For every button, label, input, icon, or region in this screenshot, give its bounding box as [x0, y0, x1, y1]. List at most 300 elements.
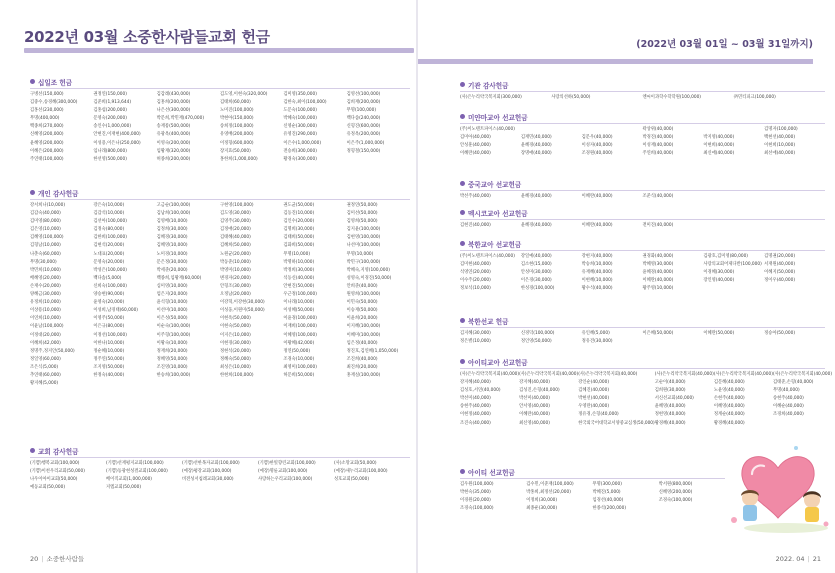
section-heading [30, 76, 410, 87]
page-title: 2022년 03월 소중한사람들교회 헌금 [24, 28, 270, 46]
donor-entry: 심미영(10,000) [156, 283, 188, 289]
donor-entry: 강인순(40,000) [578, 380, 610, 386]
donor-entry: 김문혜(40,000) [713, 380, 745, 386]
donor-entry: 이주형(100,000) [156, 332, 191, 338]
section-nk-mission [460, 238, 825, 293]
donor-entry: 박경진(40,000) [642, 135, 674, 141]
donor-entry: (주)이노텐트파이스(40,000) [460, 127, 515, 132]
donor-entry: 강은숙(10,000) [93, 203, 125, 208]
donor-entry: 조경희(40,000) [772, 412, 804, 418]
donor-entry: 양승현(90,000) [93, 292, 125, 298]
donor-entry: 권도균(50,000) [283, 203, 315, 208]
donor-entry: 강현지(40,000) [581, 254, 613, 259]
donor-entry: 황경혜(40,000) [654, 420, 686, 426]
donor-entry: 손현주(40,000) [713, 396, 745, 402]
donor-entry: 김갑숙(40,000) [30, 211, 61, 217]
donor-entry: 김영선(100,000) [346, 92, 381, 97]
donor-entry: 강지혜(40,000) [460, 380, 491, 386]
donor-entry: 이정대(20,000) [30, 332, 61, 338]
donor-entry: 강지혜(40,000) [519, 380, 550, 386]
section-divider [460, 91, 825, 92]
donor-entry: 김갑례(430,000) [156, 92, 191, 97]
donor-entry: 김태희(60,000) [219, 100, 251, 106]
donor-entry: 베이직교회(1,000,000) [106, 477, 152, 483]
donor-entry: 이정선(100,000) [93, 332, 127, 338]
donor-entry: 도문숙(100,000) [283, 108, 317, 114]
section-title: 미얀마교아 선교헌금 [468, 113, 528, 122]
donor-entry: 조경숙(10,000) [283, 356, 315, 362]
donor-entry: 우근정(100,000) [283, 292, 317, 298]
donor-entry: 서신선교회(40,000) [654, 396, 694, 402]
donor-entry: 이황숙(10,000) [156, 340, 188, 346]
donor-entry: 윤혜영(40,000) [654, 404, 686, 410]
section-title: 개인 감사헌금 [38, 189, 79, 198]
publication-name: 소중한사람들 [46, 555, 85, 563]
donor-entry: 이현옥(50,000) [219, 316, 251, 322]
donor-entry: 정일영(60,000) [30, 356, 61, 362]
donor-entry: 백종희(270,000) [30, 124, 64, 130]
bullet-icon [30, 190, 35, 195]
donor-entry: 박현선(40,000) [578, 396, 610, 402]
section-heading [460, 207, 825, 218]
donor-entry: 송희정(100,000) [219, 124, 254, 130]
donor-entry: 양혜금(30,000) [30, 292, 61, 298]
donor-entry: 조진영(10,000) [156, 364, 188, 370]
donor-entry [703, 126, 764, 134]
donor-entry: 김광호,김미영(80,000) [703, 254, 748, 259]
donor-entry: (예장)새누리교회(100,000) [334, 469, 388, 475]
donor-entry: 윤혜경(40,000) [520, 223, 552, 228]
donor-entry: 송인수(1,000,000) [93, 124, 132, 130]
donor-entry: 김미영(80,000) [30, 219, 61, 225]
donor-entry: 정진호,김연혜(1,050,000) [346, 348, 399, 354]
donor-entry: 이성자(40,000) [581, 143, 613, 149]
donor-entry: 백현선(40,000) [764, 135, 795, 141]
donor-entry: 정유경,손형(40,000) [578, 412, 619, 418]
page-number: 20 [30, 555, 39, 563]
donor-grid [460, 193, 825, 201]
section-title: 십일조 헌금 [38, 78, 73, 87]
donor-entry: 오정남(20,000) [219, 292, 251, 298]
donor-entry: 안서영(40,000) [519, 404, 550, 410]
donor-entry: 임경선(40,000) [592, 498, 624, 504]
donor-entry: 이지혜(100,000) [346, 324, 381, 330]
footer-right: 2022. 04 | 21 [775, 555, 821, 563]
date-range: (2022년 03월 01일 ~ 03월 31일까지) [636, 39, 813, 50]
donor-entry: 사랑의교회어제다반(100,000) [703, 262, 762, 268]
donor-entry: 한국외국어대학교서양중교심생(50,000) [578, 420, 655, 426]
section-title: 기관 감사헌금 [468, 81, 509, 90]
donor-entry: (기쁨)행복교회(100,000) [30, 461, 80, 466]
donor-entry: 박서원(800,000) [658, 482, 693, 487]
donor-entry: (예장)평강교회(100,000) [182, 469, 232, 475]
donor-entry: 무명(10,000) [283, 251, 311, 257]
donor-entry: 무명(400,000) [30, 116, 60, 122]
section-heading [460, 315, 825, 326]
donor-entry: 김영희(50,000) [346, 219, 378, 225]
donor-entry: 조진숙(40,000) [460, 420, 491, 426]
donor-entry: 백다솜(240,000) [346, 116, 381, 122]
donor-entry: 안희준(40,000) [346, 283, 378, 289]
donor-entry: 서재원(40,000) [764, 262, 795, 268]
donor-entry: 김혜영(100,000) [30, 235, 64, 241]
donor-entry: (사)은누리약국복지회(40,000) [519, 372, 579, 377]
bullet-icon [30, 448, 35, 453]
donor-entry: 무명(300,000) [592, 482, 622, 487]
donor-entry: 김정애(20,000) [219, 227, 251, 233]
donor-entry: 이혜란(40,000) [581, 223, 613, 228]
donor-entry: 박혜영(30,000) [642, 262, 674, 268]
bullet-icon [460, 241, 465, 246]
donor-entry: 구현영(100,000) [219, 203, 254, 208]
donor-entry: 김혜진(40,000) [578, 388, 610, 394]
donor-entry: 신형진(600,000) [346, 124, 381, 130]
donor-entry: 김현영(100,000) [346, 235, 381, 241]
donor-entry: 곽상위(40,000) [642, 127, 674, 132]
donor-grid [30, 202, 410, 388]
donor-entry: 신경덕(100,000) [520, 331, 555, 336]
donor-entry: 김홍선(230,000) [30, 108, 64, 114]
donor-entry: 이은규(80,000) [93, 324, 125, 330]
donor-entry: 조지영(50,000) [93, 364, 125, 370]
donor-entry: 김명권(20,000) [764, 254, 795, 259]
donor-entry: 임황재(320,000) [156, 148, 191, 154]
donor-entry: 강서희나(10,000) [30, 203, 65, 208]
section-haiti-offering [460, 466, 725, 513]
donor-entry: 이혜란(40,000) [642, 278, 674, 284]
donor-entry: 정명주,정지안(50,000) [30, 348, 75, 354]
donor-entry: 박민희(10,000) [30, 267, 61, 273]
donor-entry: 황경혜(40,000) [713, 420, 745, 426]
section-heading [460, 356, 825, 367]
donor-entry: 김도영,이현숙(320,000) [219, 92, 268, 97]
donor-entry: 황주영(10,000) [642, 286, 674, 292]
donor-entry: 김정숙(80,000) [93, 227, 125, 233]
donor-entry: 이현희(40,000) [703, 143, 735, 149]
left-page [0, 0, 417, 573]
donor-entry: 안성훈(40,000) [460, 143, 491, 149]
bullet-icon [460, 114, 465, 119]
donor-entry: 한정숙(40,000) [93, 372, 125, 378]
section-title: 아이티 선교헌금 [468, 468, 515, 477]
donor-entry: 정혜영(50,000) [156, 356, 188, 362]
donor-entry [582, 126, 643, 134]
donor-entry: 박선주(40,000) [460, 194, 491, 199]
donor-entry: 이영주(50,000) [93, 316, 125, 322]
donor-entry: 이민숙(50,000) [346, 300, 378, 306]
donor-grid [460, 94, 825, 102]
donor-entry: 권정연(150,000) [93, 92, 127, 97]
section-divider [460, 219, 825, 220]
bullet-icon [460, 82, 465, 87]
donor-entry: 조은식(5,000) [30, 364, 59, 370]
donor-entry: 윤영숙(20,000) [93, 300, 125, 306]
section-heading [460, 466, 725, 477]
section-divider [460, 368, 825, 369]
donor-entry: 무명(100,000) [346, 108, 377, 114]
section-personal-thanks [30, 187, 410, 388]
donor-entry: 한승희(100,000) [156, 372, 191, 378]
section-china-mission [460, 178, 825, 201]
donor-entry: 이성웅,이원미(50,000) [219, 308, 265, 314]
donor-entry: (사)은누리약국복지회(40,000) [772, 372, 833, 377]
donor-entry: (기쁨)동광현성결교회(100,000) [106, 469, 168, 475]
donor-entry: 이윤희(20,000) [346, 316, 378, 322]
bullet-icon [460, 469, 465, 474]
donor-entry: 이혜영(40,000) [713, 404, 745, 410]
donor-entry: 최선애(40,000) [764, 151, 795, 157]
donor-entry: 안형조(30,000) [219, 283, 251, 289]
section-heading [460, 111, 825, 122]
donor-entry: 신혜영(200,000) [30, 132, 64, 138]
donor-entry: (기쁨)이천우리교회(50,000) [30, 469, 85, 475]
donor-entry: 주연희(40,000) [642, 151, 674, 157]
donor-entry: 이황혜(42,000) [283, 340, 315, 346]
donor-entry: 김태혜(40,000) [219, 235, 251, 241]
donor-entry: 고순이(40,000) [654, 380, 686, 386]
donor-entry: 이혜희(42,000) [30, 340, 61, 346]
donor-entry: 박승희(10,000) [581, 262, 613, 268]
donor-entry: 정연(50,000) [283, 348, 311, 354]
donor-entry: 조경숙(100,000) [658, 498, 693, 504]
donor-entry: 전미진(40,000) [642, 223, 674, 228]
donor-entry: 이혜미(100,000) [346, 332, 381, 338]
donor-entry: 송현주(40,000) [772, 396, 804, 402]
donor-entry: 안성미(30,000) [520, 270, 552, 276]
donor-entry: 이경혜(30,000) [703, 270, 735, 276]
donor-entry: 장인영(40,000) [703, 278, 735, 284]
donor-entry: 조진희(40,000) [346, 356, 378, 362]
donor-entry: 사랑하는우리교회(100,000) [258, 477, 313, 483]
bullet-icon [460, 359, 465, 364]
donor-entry: 정현석(20,000) [219, 348, 251, 354]
donor-entry: 김혜희(50,000) [219, 243, 251, 249]
donor-entry: 이선미(10,000) [156, 308, 188, 314]
donor-entry: 이정희(30,000) [526, 498, 558, 504]
donor-entry: 한성경(100,000) [520, 286, 555, 292]
donor-entry: 김태희(50,000) [283, 235, 315, 241]
donor-entry: 이혜영(100,000) [283, 332, 317, 338]
donor-entry: 김인수(20,000) [283, 219, 315, 225]
donor-entry: 송재룡(500,000) [156, 124, 191, 130]
section-title: 북한선교 헌금 [468, 317, 509, 326]
donor-entry: 이은혜(50,000) [642, 331, 674, 336]
donor-entry: 김한숙,최이(100,000) [283, 100, 327, 106]
donor-entry: 나은선(300,000) [156, 108, 191, 114]
donor-entry: 박선미(40,000) [519, 396, 550, 402]
donor-entry: 김현진(40,000) [460, 223, 491, 228]
donor-entry: 박혜숙(100,000) [283, 116, 317, 122]
donor-entry: 정형철(150,000) [346, 148, 381, 154]
donor-entry: 배혜영(20,000) [30, 275, 61, 281]
donor-entry: 유영진(290,000) [283, 132, 317, 138]
donor-entry: 윤혜경(40,000) [642, 270, 674, 276]
donor-entry: 이혜지(50,000) [764, 270, 795, 276]
donor-entry: 윤혜경(40,000) [520, 194, 552, 199]
section-church-thanks [30, 445, 410, 492]
donor-entry: 김미현(40,000) [460, 262, 491, 268]
donor-entry: 무명(40,000) [772, 388, 800, 394]
donor-entry: 이승재(50,000) [346, 308, 378, 314]
donor-grid [30, 460, 410, 492]
donor-entry: 박현숙(35,000) [460, 490, 491, 496]
donor-entry: 이영숙(200,000) [156, 140, 191, 146]
donor-entry: 신희숙(100,000) [93, 283, 127, 289]
donor-entry: 김선아(100,000) [93, 219, 127, 225]
donor-entry: (예장)명륜교회(100,000) [258, 469, 308, 475]
donor-entry: 무명(10,000) [346, 251, 374, 257]
donor-entry: 임은정(40,000) [346, 340, 378, 346]
section-heading [30, 187, 410, 198]
title-underline [24, 48, 414, 53]
section-myanmar-mission [460, 111, 825, 158]
donor-entry: 박혜숙,지영(100,000) [346, 267, 390, 273]
section-divider [460, 123, 825, 124]
donor-entry: 문은정(30,000) [156, 259, 188, 265]
donor-entry: 이현정(40,000) [460, 412, 491, 418]
donor-entry: 김미영(350,000) [283, 92, 317, 97]
page-number-right: 21 [812, 555, 821, 563]
donor-entry: 홍재실(100,000) [346, 372, 381, 378]
section-divider [460, 327, 825, 328]
donor-entry: 권정연(50,000) [346, 203, 378, 208]
donor-entry: (기쁨)선한목자교회(100,000) [182, 461, 240, 466]
donor-entry: 이성재(40,000) [642, 143, 674, 149]
donor-entry: 박세준(20,000) [156, 267, 188, 273]
donor-grid [460, 222, 825, 230]
section-heading [460, 178, 825, 189]
donor-entry: 이성용,이은나(250,000) [93, 140, 141, 146]
donor-entry: 이경원(20,000) [460, 498, 491, 504]
donor-entry: 김명희(30,000) [283, 227, 315, 233]
donor-grid [460, 253, 825, 293]
donor-grid [460, 371, 833, 428]
donor-entry: 사랑의선하(50,000) [551, 95, 591, 100]
donor-entry: 김영주(30,000) [219, 219, 251, 225]
donor-entry: 이한나(10,000) [93, 340, 125, 346]
donor-entry: 조준식(40,000) [642, 194, 674, 199]
donor-entry: 김도영(30,000) [219, 211, 251, 217]
donor-entry: 석동신(40,000) [283, 275, 315, 281]
section-divider [460, 250, 825, 251]
donor-entry: 성영숙,이경진(50,000) [346, 275, 392, 281]
donor-entry: 김태준,손형(40,000) [772, 380, 814, 386]
donor-entry: 이혜란(50,000) [703, 331, 735, 336]
donor-entry: 김화희(50,000) [283, 243, 315, 249]
donor-entry: ㈜민티피크(100,000) [733, 95, 776, 100]
donor-entry: 박혜진(5,000) [592, 490, 621, 496]
footer-left: 20 | 소중한사람들 [30, 555, 85, 563]
donor-entry: 이은수(1,000,000) [283, 140, 322, 146]
donor-entry: 무명(30,000) [30, 259, 57, 265]
donor-entry: 정유견(30,000) [581, 339, 613, 345]
donor-entry: 안현진(50,000) [283, 283, 315, 289]
donor-entry: 지엠교회(50,000) [106, 485, 141, 491]
donor-entry: 정이우(40,000) [764, 278, 795, 284]
donor-entry: 전승희(300,000) [283, 148, 317, 154]
bullet-icon [460, 318, 465, 323]
donor-entry: 손재수(20,000) [30, 283, 61, 289]
donor-entry: 윤혜경(40,000) [520, 143, 552, 149]
donor-entry: 이윤남(100,000) [30, 324, 64, 330]
donor-entry: 김희원(30,000) [654, 388, 686, 394]
donor-entry: 유광옥(400,000) [156, 132, 191, 138]
donor-entry: (사)은누리약국복지회(300,000) [460, 95, 522, 100]
donor-entry: 정계순(40,000) [713, 412, 745, 418]
donor-entry: 김미선(50,000) [346, 211, 378, 217]
donor-entry: 이나래(10,000) [283, 300, 315, 306]
donor-entry: 허문희(50,000) [283, 372, 315, 378]
donor-entry: 문영숙(200,000) [93, 116, 127, 122]
donor-entry: 이성혜(50,000) [283, 308, 315, 314]
donor-entry: 노원균(20,000) [219, 251, 251, 257]
donor-entry: 홍한희(1,000,000) [219, 156, 258, 162]
donor-entry: 장명애(40,000) [520, 151, 552, 157]
donor-grid [460, 126, 825, 158]
donor-entry: 김중수,송경혜(300,000) [30, 100, 78, 106]
donor-entry: 김갑석(10,000) [93, 211, 125, 217]
donor-entry: 노미진(100,000) [219, 108, 254, 114]
donor-entry: 유정희(10,000) [30, 300, 61, 306]
donor-entry: 조경숙(100,000) [460, 506, 494, 512]
section-mexico-mission [460, 207, 825, 230]
donor-entry: 김명자(100,000) [764, 127, 798, 132]
donor-entry: 김한희(100,000) [93, 235, 127, 241]
donor-entry: 주연태(100,000) [30, 156, 64, 162]
donor-entry: 이현숙(50,000) [219, 324, 251, 330]
donor-entry: (사)은누리약국복지회(40,000) [460, 372, 520, 377]
donor-entry: 이현혜(10,000) [581, 278, 613, 284]
donor-entry: 정혜숙(50,000) [219, 356, 251, 362]
donor-entry: 박현아(150,000) [219, 116, 254, 122]
section-title: 아이티교아 선교헌금 [468, 358, 528, 367]
donor-entry: 김현석(20,000) [93, 243, 125, 249]
heart-children-illustration [726, 440, 831, 535]
donor-entry: 이혜은(200,000) [30, 148, 64, 154]
donor-entry: 엄은지(20,000) [156, 292, 188, 298]
donor-entry: 이재희(100,000) [283, 324, 317, 330]
issue-date: 2022. 04 [775, 555, 805, 563]
donor-entry: 김홍섭(200,000) [93, 108, 127, 114]
donor-entry: 이은주(1,000,000) [346, 140, 385, 146]
donor-entry: 이혜란(40,000) [581, 194, 613, 199]
donor-entry: 이강혁,이강현(30,000) [219, 300, 265, 306]
donor-entry: 박명하(10,000) [283, 259, 315, 265]
donor-entry: (주)이노텐트파이스(40,000) [460, 254, 515, 259]
donor-entry: 한종석(200,000) [592, 506, 627, 512]
section-nk-offering [460, 315, 825, 346]
donor-grid [460, 481, 725, 513]
donor-entry: 이수주(20,000) [460, 278, 491, 284]
donor-entry: 석영연(20,000) [460, 270, 491, 276]
donor-entry: 최영미(100,000) [283, 364, 317, 370]
donor-entry: 김재민(40,000) [520, 135, 552, 141]
donor-entry: 최신애(40,000) [703, 151, 735, 157]
section-org-thanks [460, 79, 825, 102]
donor-entry: 장지효(50,000) [219, 148, 251, 154]
donor-entry: 엔씨이과학수학학원(100,000) [642, 95, 701, 100]
donor-entry: 원영희(100,000) [346, 292, 381, 298]
donor-entry: 김지혜(30,000) [460, 331, 491, 336]
donor-entry: 최진희(20,000) [346, 364, 378, 370]
donor-entry: 박선미(40,000) [460, 396, 491, 402]
section-title: 교회 감사헌금 [38, 447, 79, 456]
donor-entry: 황지혜(5,000) [30, 381, 59, 387]
date-block [418, 36, 813, 50]
section-divider [30, 199, 410, 200]
donor-entry: 김형남(10,000) [30, 243, 61, 249]
bullet-icon [30, 79, 35, 84]
